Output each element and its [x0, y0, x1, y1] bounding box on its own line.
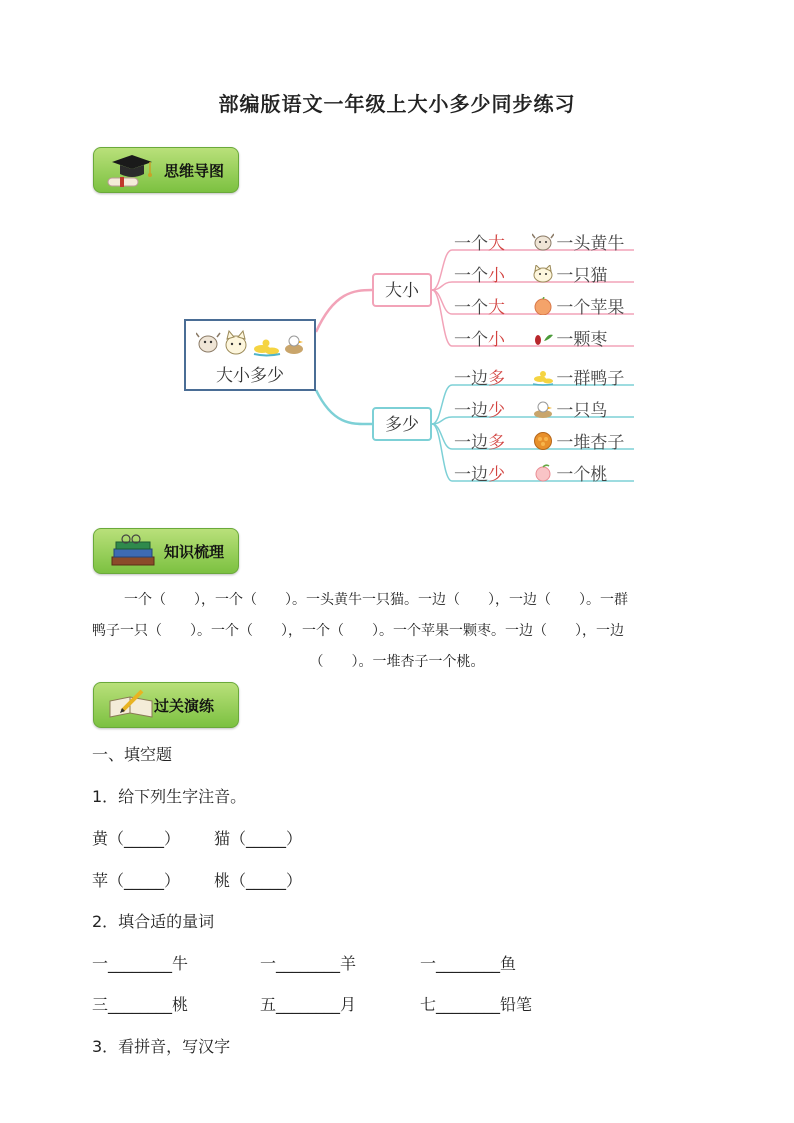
root-pictures-icon	[196, 329, 308, 357]
cow-icon	[532, 233, 554, 251]
jujube-icon	[532, 329, 554, 347]
ducks-icon	[532, 368, 554, 386]
cat-icon	[226, 331, 246, 354]
apricots-icon	[532, 432, 554, 450]
question-1: 1．给下列生字注音。	[92, 787, 247, 806]
question-3: 3．看拼音，写汉字	[92, 1037, 231, 1056]
leaf-item: 一个大 一个苹果	[454, 298, 625, 318]
practice-badge	[93, 682, 239, 728]
q1-row-1: 黄（_____） 猫（_____）	[92, 829, 303, 848]
q2-row-1: 一________牛 一________羊 一________鱼	[92, 954, 517, 973]
cat-icon	[532, 265, 554, 283]
ducks-icon	[254, 340, 280, 356]
bird-icon	[285, 336, 303, 354]
question-2: 2．填合适的量词	[92, 912, 215, 931]
peach-icon	[532, 464, 554, 482]
mind-map	[184, 222, 644, 494]
mind-map-root	[184, 319, 316, 391]
mind-map-badge-label: 思维导图	[164, 162, 225, 180]
leaf-item: 一边少 一个桃	[454, 465, 608, 485]
leaf-item: 一边少 一只鸟	[454, 401, 608, 421]
knowledge-line-3: （ ）。一堆杏子一个桃。	[309, 654, 485, 670]
knowledge-badge	[93, 528, 239, 574]
section-heading: 一、填空题	[92, 745, 173, 764]
knowledge-line-2: 鸭子一只（ ）。一个（ ），一个（ ）。一个苹果一颗枣。一边（ ），一边	[92, 623, 624, 639]
bird-icon	[532, 400, 554, 418]
graduation-cap-icon	[102, 152, 160, 190]
mind-map-root-label: 大小多少	[216, 366, 284, 386]
branch-quantity: 多少	[372, 407, 432, 441]
apple-icon	[532, 297, 554, 315]
leaf-item: 一边多 一堆杏子	[454, 433, 625, 453]
knowledge-badge-label: 知识梳理	[164, 543, 225, 561]
books-icon	[102, 533, 160, 571]
leaf-item: 一边多 一群鸭子	[454, 369, 625, 389]
leaf-item: 一个小 一颗枣	[454, 330, 608, 350]
mind-map-badge	[93, 147, 239, 193]
page-title: 部编版语文一年级上大小多少同步练习	[218, 92, 576, 116]
knowledge-line-1: 一个（ ），一个（ ）。一头黄牛一只猫。一边（ ），一边（ ）。一群	[124, 592, 628, 608]
cow-icon	[196, 333, 220, 352]
q2-row-2: 三________桃 五________月 七________铅笔	[92, 995, 533, 1014]
q1-row-2: 苹（_____） 桃（_____）	[92, 871, 303, 890]
leaf-item: 一个大 一头黄牛	[454, 234, 625, 254]
leaf-item: 一个小 一只猫	[454, 266, 608, 286]
practice-badge-label: 过关演练	[154, 697, 215, 715]
notebook-pencil-icon	[102, 687, 160, 725]
branch-size: 大小	[372, 273, 432, 307]
